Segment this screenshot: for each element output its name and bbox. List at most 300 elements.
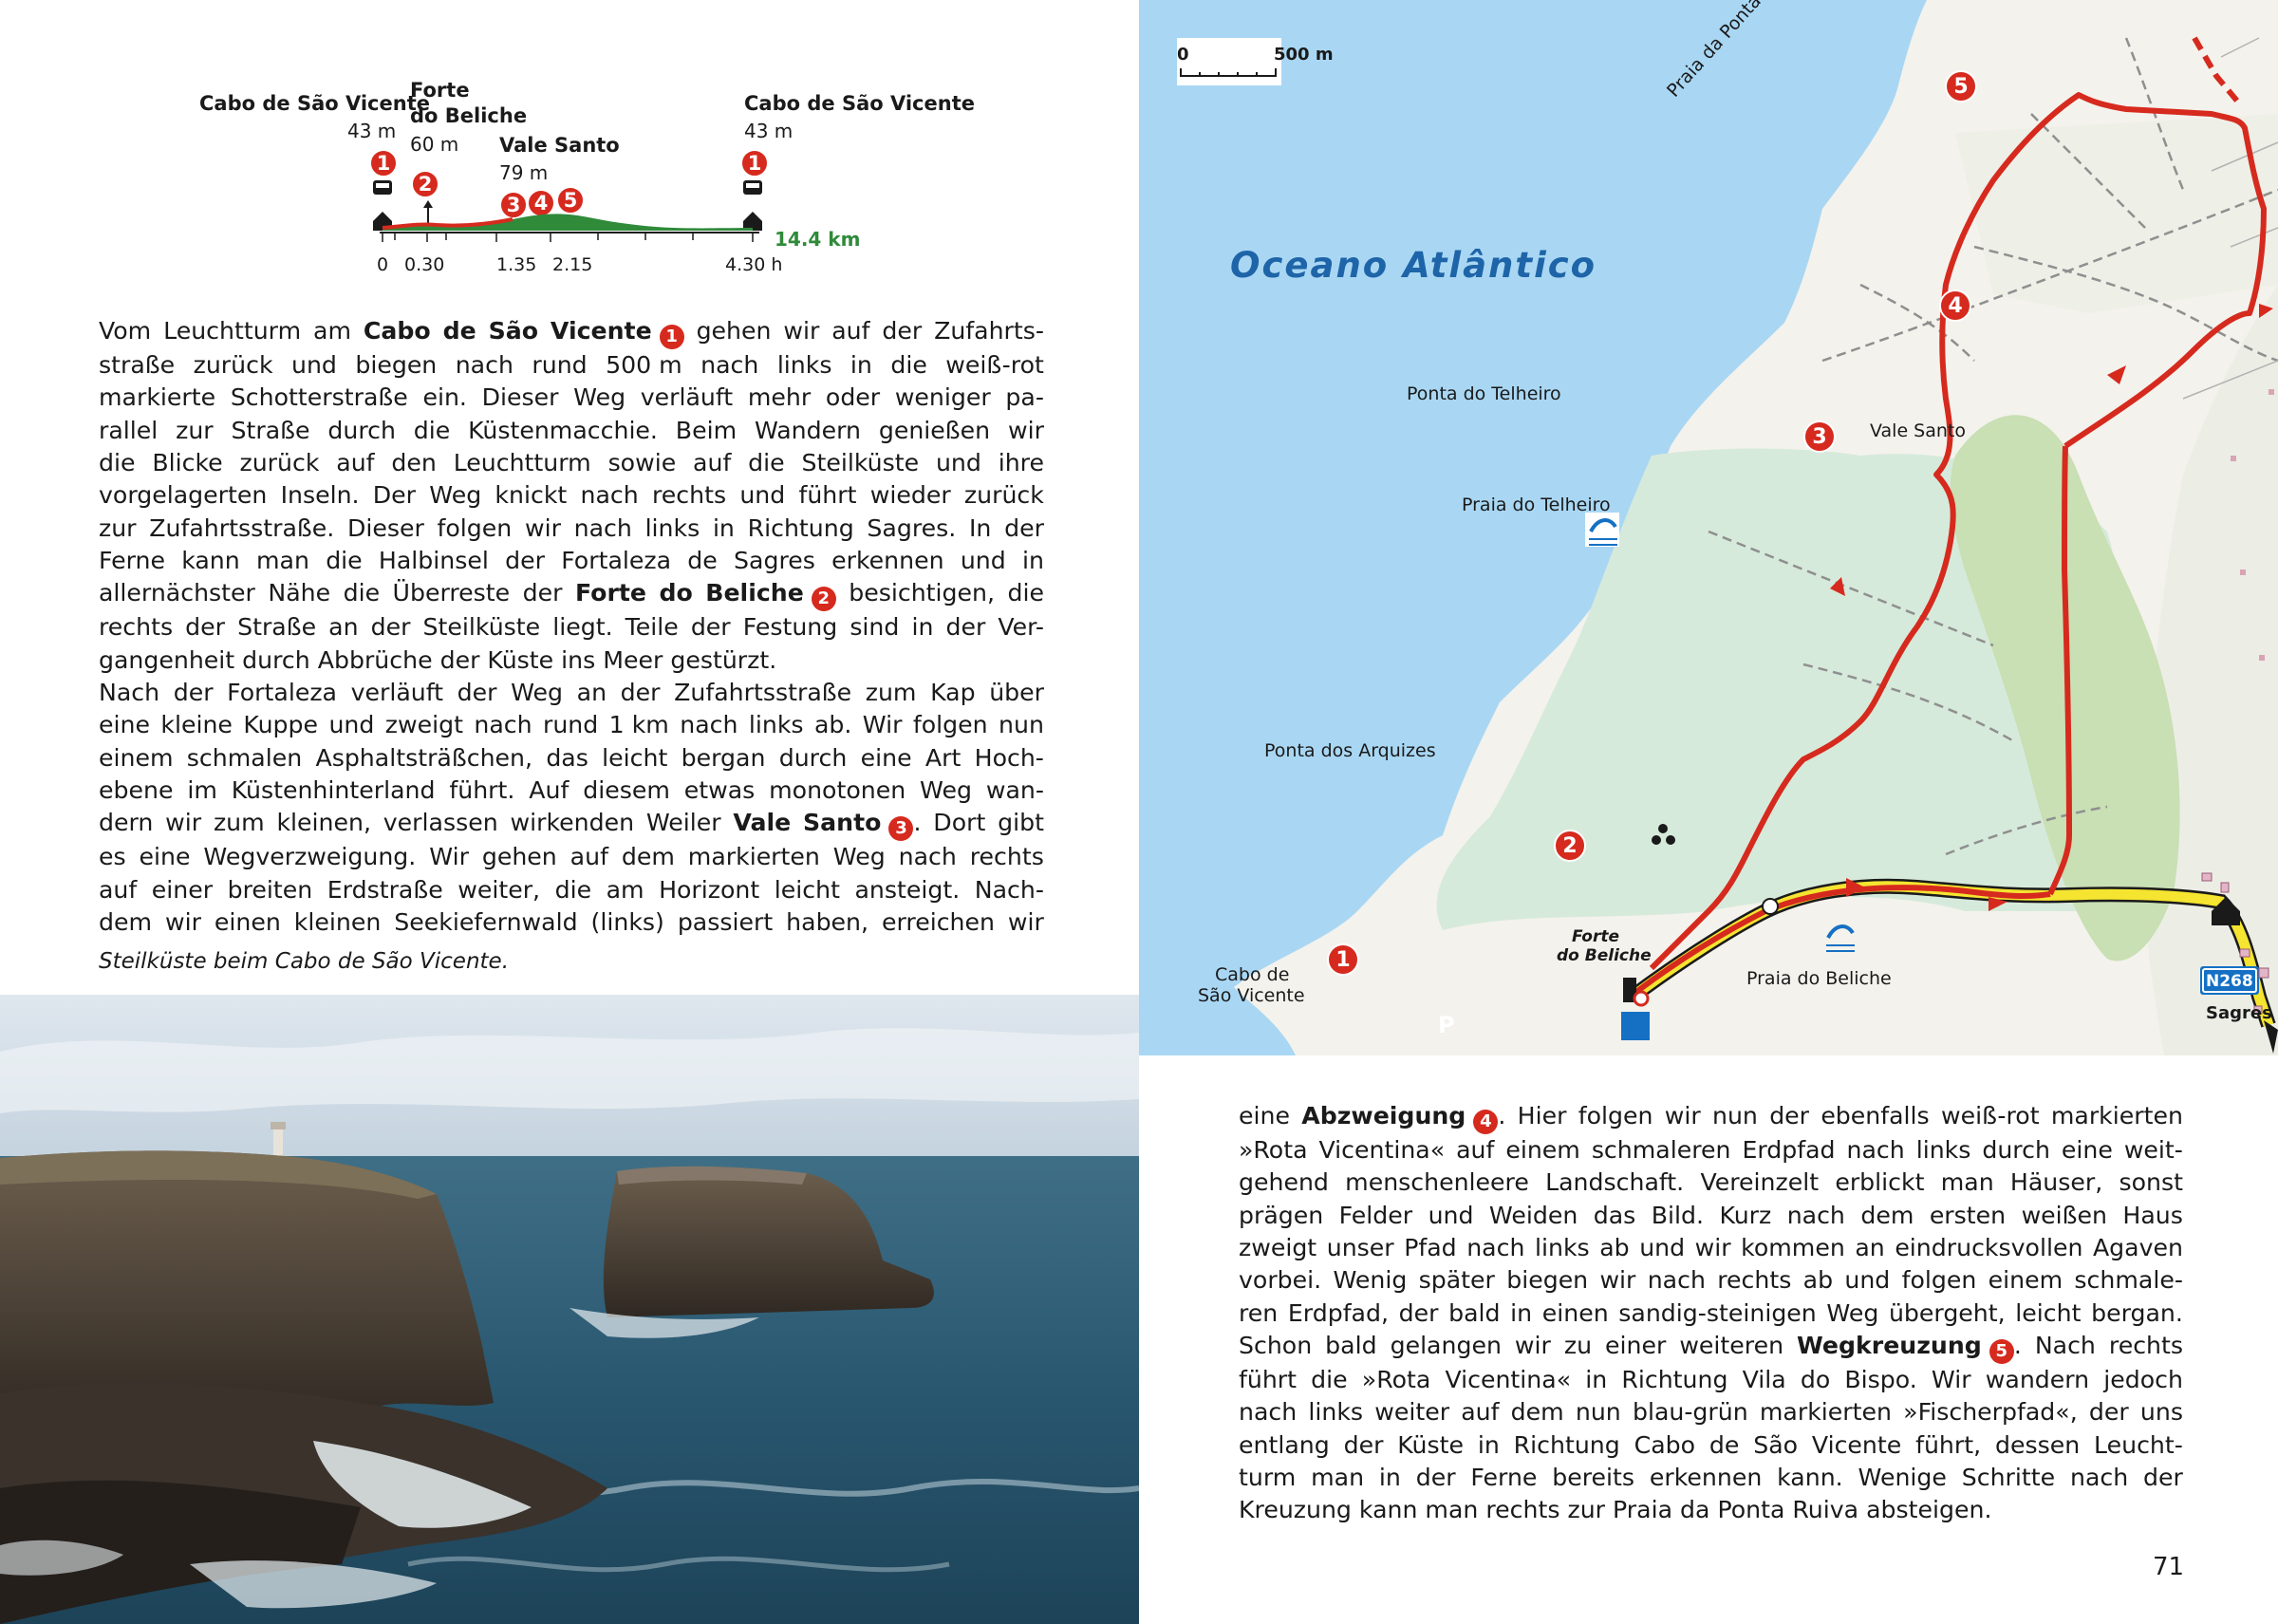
text-line [1239,1134,2183,1167]
text-word: weiteren [1679,1331,1784,1359]
text-word: wir [165,809,202,837]
text-word: allernächster [99,579,255,607]
text-word: Landschaft. [1545,1168,1685,1197]
text-line [1239,1396,2183,1428]
text-word: Bispo. [1844,1366,1917,1394]
text-word: Vicentina« [1445,1366,1572,1394]
text-word: gehend [1239,1168,1329,1197]
text-word: erreichen [881,907,995,936]
text-word: dem [621,843,675,871]
text-word: bald [1325,1331,1377,1359]
text-word: links [644,513,700,542]
text-word: übergeht, [1888,1298,2006,1327]
text-word: die [326,546,363,574]
map-label-cabo-2: São Vicente [1198,985,1305,1006]
text-word: nach [898,843,957,871]
text-word: schmaleren [1591,1136,1731,1165]
text-word: links [1915,1136,1971,1165]
text-word: wir [783,317,820,345]
profile-badge-1-start: 1 [369,149,398,177]
text-word: Asphaltsträßchen, [315,743,533,772]
text-line [99,742,1044,775]
map-graphic [1139,0,2278,1055]
text-word: Wir [862,711,903,739]
text-line [99,447,1044,479]
text-line [1239,1232,2183,1264]
text-word: de [1708,1430,1740,1459]
text-word: erkennen [831,546,944,574]
text-word: Schritte [1961,1463,2056,1491]
text-word: nun [1575,1398,1621,1427]
profile-forte-label-2: do Beliche [410,104,528,127]
text-word: weiter, [457,875,541,904]
text-word: auf [831,317,870,345]
profile-start-label: Cabo de São Vicente [199,92,430,115]
text-word: etwas [683,775,756,804]
text-word: 500 m [606,351,682,380]
text-word: Überreste [392,579,511,607]
text-word: zweigt [1239,1234,1317,1262]
text-word: dem [99,907,153,936]
text-word: weiter [1374,1398,1450,1427]
text-word: wieder [869,481,951,510]
text-word: menschenleere [1345,1168,1529,1197]
text-word: Forte [574,579,646,607]
text-word: weit- [2123,1136,2183,1165]
text-word: die [748,449,785,477]
text-word: wir [1007,416,1044,444]
text-word: Fortaleza [227,678,337,706]
text-word: nach [1466,1234,1525,1262]
text-word: Küste [1397,1430,1464,1459]
text-word: die [413,416,451,444]
text-word: Wegkreuzung 5 . [1797,1330,2022,1364]
text-line [99,315,1044,349]
text-word: auf [570,843,608,871]
text-word: der [522,579,563,607]
text-word: rallel [99,416,159,444]
text-word: einem [1505,1136,1580,1165]
text-word: weiß-rot [1940,1102,2040,1129]
text-word: in [1477,1430,1500,1459]
text-line [99,644,1044,677]
photo-caption: Steilküste beim Cabo de São Vicente. [99,949,510,974]
text-word: einer [1605,1331,1667,1359]
text-line [99,775,1044,807]
text-word: rechts [99,613,174,642]
text-word: Ferne [1470,1463,1538,1491]
beach-icon-beliche [1822,919,1857,953]
text-word: uns [2139,1398,2183,1427]
profile-graph [361,176,807,261]
text-word: nach [1846,1136,1905,1165]
text-word: Richtung [747,513,854,542]
text-word: Art [924,743,962,772]
map-label-forte-2: do Beliche [1557,946,1652,965]
text-line [1239,1200,2183,1232]
text-word: Zufahrtsstraße [674,678,852,706]
text-word: verlassen [383,809,498,837]
text-word: nach [1647,1266,1706,1295]
text-word: am [606,875,644,904]
text-line [1239,1297,2183,1330]
text-word: »Rota [1361,1366,1431,1394]
text-word: in [911,613,934,642]
text-word: Schotterstraße [230,383,408,412]
text-word: Bild. [1651,1201,1704,1229]
text-word: nach [2069,1463,2129,1491]
text-word: in [850,351,872,380]
text-word: leicht [2015,1298,2082,1327]
text-word: eine [860,743,912,772]
text-word: Cabo [1634,1430,1696,1459]
text-word: Straße [231,416,310,444]
text-word: auf [1456,1136,1495,1165]
text-word: eine [1239,1102,1290,1129]
text-word: auf [693,449,732,477]
text-word: zum [865,678,917,706]
text-line [99,415,1044,447]
text-word: einem [1988,1266,2063,1295]
text-word: rechts [1717,1266,1792,1295]
text-word: auf [336,449,375,477]
text-word: Halbinsel [378,546,489,574]
text-word: ihre [998,449,1044,477]
text-word: Der [372,481,417,510]
text-word: die [343,579,381,607]
text-word: São [488,317,539,345]
text-word: auf [1461,1398,1500,1427]
text-word: Dieser [346,513,424,542]
text-word: Wegverzweigung. [203,843,417,871]
text-word: Kurz [1719,1201,1772,1229]
text-word: durch [1982,1136,2050,1165]
text-word: Sagres. [867,513,957,542]
text-word: bald [1448,1298,1501,1327]
text-word: gehen [481,843,557,871]
text-word: Agaven [2092,1234,2183,1262]
map-waypoint-1: 1 [1327,943,1359,976]
text-word: wandern [1985,1366,2090,1394]
bus-icon-start [373,180,392,195]
text-word: wir [1514,1331,1551,1359]
text-word: der [945,613,986,642]
profile-badge-1-end: 1 [740,149,769,177]
text-word: das [1593,1201,1636,1229]
map-label-praia-telheiro: Praia do Telheiro [1462,495,1611,515]
text-word: Weg [1826,1298,1879,1327]
text-word: ab [1802,1266,1834,1295]
profile-badge-3: 3 [499,191,528,219]
text-word: man [256,546,309,574]
text-word: ebenfalls [1821,1102,1930,1129]
text-word: Nach [99,678,160,706]
text-line [99,841,1044,873]
text-word: der [457,678,497,706]
text-word: Blicke [152,449,223,477]
text-word: die [1007,579,1044,607]
text-word: der [2143,1463,2183,1491]
text-word: es [99,843,126,871]
text-word: Vicentina« [1318,1136,1446,1165]
text-word: Leuchtturm [453,449,591,477]
text-word: biegen [355,351,438,380]
text-word: in [1021,546,1044,574]
bus-icon-end [743,180,762,195]
text-word: führt, [1915,1430,1982,1459]
text-word: nun [1712,1102,1758,1129]
text-line [99,479,1044,512]
text-word: Kap [930,678,976,706]
text-word: markierten [2050,1102,2183,1129]
text-word: in [1510,1298,1533,1327]
text-word: Weg [429,481,482,510]
text-word: Erdpfad [1742,1136,1836,1165]
text-word: nach [455,351,513,380]
text-word: in [712,513,735,542]
text-word: markierte [99,383,216,412]
elevation-area [383,214,753,231]
text-word: besichtigen, [849,579,996,607]
profile-time-1: 0.30 [404,254,445,275]
map-label-road: N268 [2206,972,2253,991]
text-word: wir [1007,907,1044,936]
map-ocean-label: Oceano Atlântico [1230,245,1597,286]
text-word: weißen [2021,1201,2107,1229]
fort-icon [1763,899,1778,914]
profile-time-0: 0 [377,254,389,275]
text-word: Hier [1517,1102,1567,1129]
text-word: der [1343,1430,1384,1459]
map-scale-start: 0 [1177,45,1189,65]
text-word: Wir [1931,1366,1971,1394]
text-word: ersten [1929,1201,2007,1229]
text-word: Küstenmacchie. [468,416,658,444]
text-word: weniger [894,383,991,412]
text-word: ebene [99,775,174,804]
text-line [1239,1330,2183,1364]
text-word: leicht [602,743,668,772]
text-word: Nach- [974,875,1044,904]
text-word: sowie [607,449,677,477]
text-word: nach [700,351,759,380]
text-word: Abzweigung 4 . [1301,1100,1505,1134]
profile-vale-altitude: 79 m [499,161,549,184]
text-word: später [1418,1266,1495,1295]
text-word: Zufahrtsstraße. [149,513,335,542]
text-word: im [187,775,217,804]
text-word: Wir [429,843,469,871]
text-word: einer [151,875,214,904]
text-word: die [554,875,592,904]
text-word: Ver- [998,613,1044,642]
text-word: Straße [237,613,317,642]
text-word: Weg [920,775,972,804]
body-text-right [1239,1100,2183,1527]
text-word: Sagres [734,546,815,574]
text-word: prägen [1239,1201,1324,1229]
text-word: Dort [933,809,986,837]
text-word: der [1415,1463,1456,1491]
text-line [1239,1429,2183,1462]
map-label-cabo-1: Cabo de [1215,964,1290,985]
text-word: wir [1599,1266,1636,1295]
text-word: ansteigt. [854,875,961,904]
profile-badge-2: 2 [411,170,439,198]
text-word: Inseln. [280,481,360,510]
profile-start-altitude: 43 m [347,120,397,142]
text-line [1239,1364,2183,1396]
text-word: Leucht- [2094,1430,2183,1459]
text-word: gelangen [1390,1331,1502,1359]
text-line [1239,1100,2183,1134]
text-word: zurück [963,481,1044,510]
text-word: de [442,317,476,345]
text-word: do [659,579,693,607]
text-word: rechts [2108,1331,2183,1359]
text-word: dem [1860,1201,1914,1229]
text-word: vorgelagerten [99,481,268,510]
text-word: eine [99,711,150,739]
text-word: wan- [985,775,1044,804]
text-word: Wenig [1333,1266,1408,1295]
text-word: die [99,449,136,477]
text-word: einem [99,743,174,772]
map-label-ponta-arquizes: Ponta dos Arquizes [1264,740,1436,761]
map-waypoint-2: 2 [1554,830,1586,862]
text-line [99,349,1044,382]
text-word: den [391,449,437,477]
text-word: Hoch- [974,743,1044,772]
text-word: der [2088,1398,2129,1427]
text-line [1239,1462,2183,1494]
text-word: folgen [1901,1266,1977,1295]
map-scale-box [1177,38,1281,85]
text-word: Vicente [1811,1430,1902,1459]
text-word: »Rota [1239,1136,1308,1165]
text-word: wirkenden [510,809,635,837]
text-word: Richtung [1513,1430,1620,1459]
text-word: biegen [1506,1266,1589,1295]
text-word: zurück [239,449,320,477]
text-word: verläuft [640,383,734,412]
text-word: ein. [422,383,467,412]
text-word: Erdpfad, [1287,1298,1389,1327]
text-word: an [1855,1234,1885,1262]
text-word: gibt [998,809,1044,837]
text-word: Vale [733,809,792,837]
text-word: Cabo [363,317,431,345]
text-word: führt [1239,1366,1298,1394]
text-word: über [989,678,1044,706]
text-word: einen [214,907,281,936]
text-word: der [173,678,214,706]
text-word: ab [1599,1234,1630,1262]
text-word: liegt. [552,613,613,642]
text-word: nach [580,481,639,510]
text-word: dessen [1994,1430,2081,1459]
text-word: Wenige [1858,1463,1947,1491]
text-line [99,513,1044,545]
text-word: die [890,351,927,380]
text-word: unser [1326,1234,1394,1262]
text-word: blau-grün [1632,1398,1748,1427]
text-word: und [290,351,337,380]
text-word: der [370,613,411,642]
text-word: der [185,613,226,642]
text-word: kleinen, [276,809,371,837]
text-word: zur [176,416,214,444]
text-word: der [1398,1298,1439,1327]
map-label-forte-1: Forte [1572,927,1620,946]
text-word: durch [778,743,848,772]
text-word: Auf [529,775,570,804]
text-word: Seekiefernwald [394,907,578,936]
text-word: folgen [912,711,988,739]
text-word: Vila [1742,1366,1786,1394]
text-word: breiten [227,875,313,904]
text-word: wir [1694,1234,1731,1262]
map-waypoint-3: 3 [1803,420,1836,453]
text-word: kann [181,546,240,574]
text-word: zum [213,809,265,837]
text-word: Leuchtturm [163,317,302,345]
text-line [99,807,1044,841]
text-word: rund [542,711,599,739]
beach-icon-telheiro [1585,513,1619,547]
profile-badge-4: 4 [527,189,555,217]
text-word: der [1004,513,1044,542]
text-word: ren [1239,1298,1279,1327]
text-word: bergan. [2091,1298,2183,1327]
profile-distance: 14.4 km [775,228,861,251]
text-word: auf [99,875,138,904]
text-word: zu [1563,1331,1593,1359]
text-word: straße [99,351,176,380]
text-word: jedoch [2103,1366,2183,1394]
text-word: erkennen [1649,1463,1763,1491]
text-word: nach [1786,1201,1845,1229]
text-word: eine [2061,1136,2113,1165]
text-word: nach [474,711,532,739]
text-word: Weiden [1488,1201,1578,1229]
text-word: genießen [878,416,991,444]
text-word: und [935,449,981,477]
profile-forte-altitude: 60 m [410,133,459,156]
text-word: und [739,481,786,510]
text-line [1239,1264,2183,1297]
text-word: Beliche 2 [705,577,836,611]
text-word: und [1844,1266,1891,1295]
text-word: rechts [969,843,1044,871]
map-waypoint-4: 4 [1939,289,1971,322]
map-label-parking: P [1438,1012,1455,1038]
text-word: Kreuzung kann man rechts zur Praia da Ponta Ruiva absteigen. [1239,1496,1992,1524]
text-word: führt [798,481,857,510]
text-word: die [1311,1366,1348,1394]
text-word: Richtung [1621,1366,1728,1394]
text-word: Küstenhinterland [231,775,436,804]
text-line [99,874,1044,906]
text-word: sind [850,613,900,642]
text-word: durch [327,416,396,444]
text-word: und [1639,1234,1686,1262]
profile-end-altitude: 43 m [744,120,794,142]
text-word: São [1753,1430,1799,1459]
text-word: (links) [590,907,664,936]
profile-forte-label-1: Forte [410,79,470,102]
text-word: links [1534,1234,1590,1262]
